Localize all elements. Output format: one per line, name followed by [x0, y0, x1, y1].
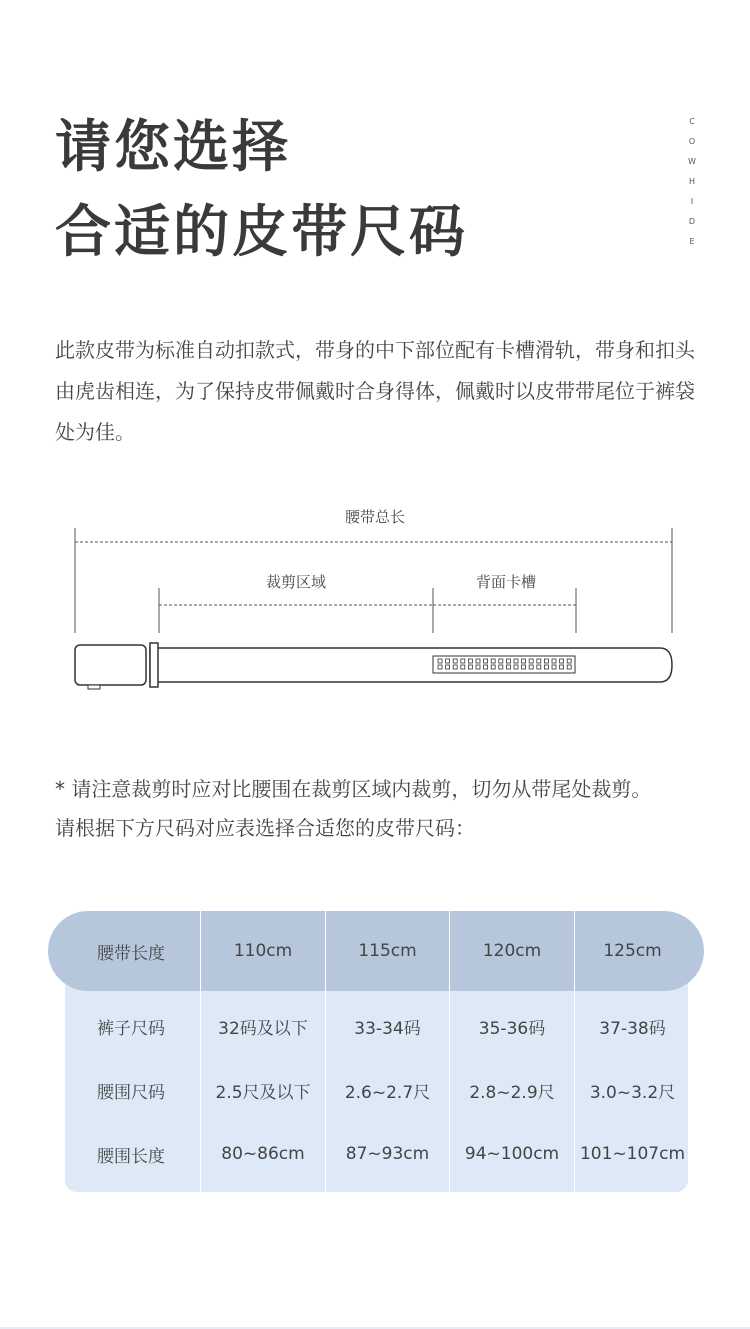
back-slot-frame [433, 656, 575, 673]
total-length-label: 腰带总长 [344, 508, 406, 526]
header-size-110: 110cm [233, 941, 293, 961]
cutting-warning-text: * 请注意裁剪时应对比腰围在裁剪区域内裁剪，切勿从带尾处裁剪。 [55, 777, 652, 801]
brand-letter: C [689, 117, 695, 126]
belt-diagram [0, 490, 750, 710]
brand-letter: E [689, 237, 695, 246]
brand-letter: H [688, 177, 695, 186]
table-cell: 35-36码 [478, 1018, 546, 1039]
header-size-115: 115cm [358, 941, 417, 961]
table-cell: 2.8~2.9尺 [469, 1082, 555, 1103]
buckle-keeper-shape [150, 643, 158, 687]
table-cell: 3.0~3.2尺 [589, 1082, 676, 1103]
intro-paragraph: 此款皮带为标准自动扣款式，带身的中下部位配有卡槽滑轨，带身和扣头由虎齿相连，为了保持皮带佩戴时合身得体，佩戴时以皮带带尾位于裤袋处为佳。 [55, 338, 695, 444]
row-label-pants-size: 裤子尺码 [97, 1018, 165, 1039]
table-cell: 2.5尺及以下 [215, 1082, 311, 1103]
notes-block [55, 770, 735, 848]
table-cell: 2.6~2.7尺 [344, 1082, 431, 1103]
table-cell: 101~107cm [579, 1144, 686, 1164]
title-line-1: 请您选择 [55, 115, 291, 180]
buckle-clip-shape [88, 685, 100, 689]
size-instruction-text: 请根据下方尺码对应表选择合适您的皮带尺码： [55, 816, 475, 840]
brand-letter: I [690, 197, 694, 206]
header-label-belt-length: 腰带长度 [97, 943, 165, 964]
brand-vertical-text [685, 118, 699, 246]
brand-letter: W [688, 157, 696, 166]
title-line-2: 合适的皮带尺码 [55, 200, 468, 265]
table-cell: 32码及以下 [218, 1018, 308, 1039]
header-size-120: 120cm [482, 941, 542, 961]
table-cell: 33-34码 [354, 1018, 421, 1039]
belt-strap-shape [150, 648, 672, 682]
belt-buckle-shape [75, 645, 146, 685]
brand-letter: D [688, 217, 696, 226]
brand-letter: O [688, 137, 696, 146]
header-size-125: 125cm [603, 941, 662, 961]
cut-area-label: 裁剪区域 [265, 573, 327, 591]
table-cell: 37-38码 [599, 1018, 666, 1039]
table-cell: 94~100cm [464, 1144, 560, 1164]
table-cell: 80~86cm [221, 1144, 305, 1164]
row-label-waist-chi: 腰围尺码 [97, 1082, 165, 1103]
table-cell: 87~93cm [345, 1144, 430, 1164]
back-slot-label: 背面卡槽 [475, 573, 537, 591]
row-label-waist-length: 腰围长度 [97, 1146, 165, 1167]
